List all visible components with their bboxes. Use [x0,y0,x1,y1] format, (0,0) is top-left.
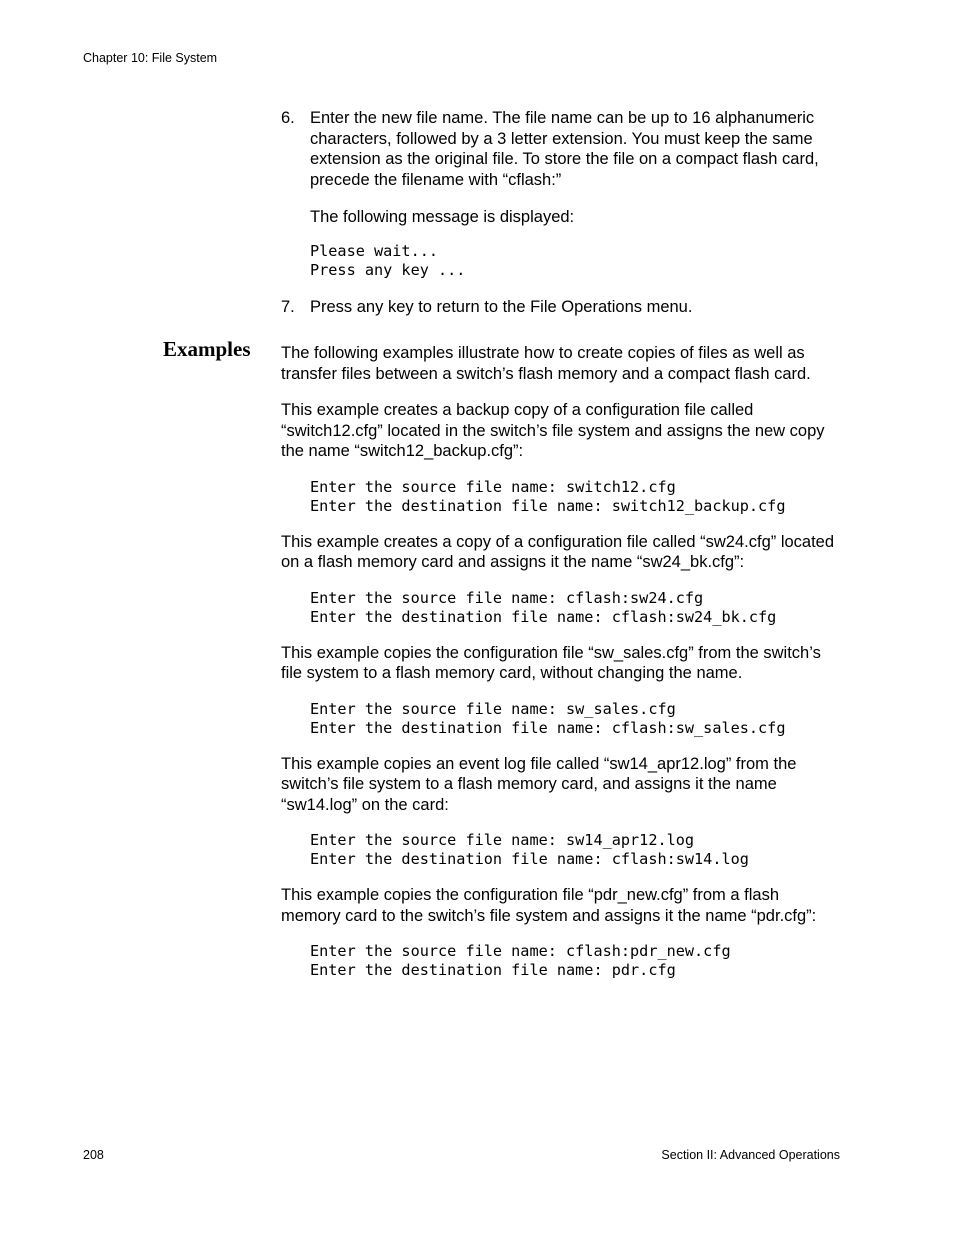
page-number: 208 [83,1148,104,1162]
example-code-block [281,831,841,869]
code-line: Enter the destination file name: switch12_backup.cfg [310,496,786,515]
example-code-block [281,589,841,627]
code-line: Enter the destination file name: cflash:sw14.log [310,850,749,868]
step-number: 7. [281,297,295,316]
code-line: Enter the source file name: switch12.cfg [310,477,676,496]
message-code-block [281,242,841,280]
code-line: Enter the destination file name: cflash:sw24_bk.cfg [310,607,777,626]
example-description: This example copies the configuration file “sw_sales.cfg” from the switch’s file system to a flash memory card, without changing the name. [281,643,821,682]
code-line: Please wait... [310,241,439,260]
step-text: Press any key to return to the File Operations menu. [310,297,693,316]
example-code-block [281,700,841,738]
step-6 [281,108,841,190]
code-line: Enter the source file name: cflash:pdr_new.cfg [310,942,731,960]
step-7 [281,297,841,318]
step-number: 6. [281,109,295,127]
example-description: This example creates a copy of a configuration file called “sw24.cfg” located on a flash memory card and assigns it the name “sw24_bk.cfg”: [281,532,835,571]
running-footer: Section II: Advanced Operations [661,1148,840,1162]
code-line: Press any key ... [310,260,466,279]
code-line: Enter the destination file name: cflash:sw_sales.cfg [310,718,786,737]
main-content [281,108,841,980]
example-description: This example creates a backup copy of a configuration file called “switch12.cfg” located in the switch’s file system and assigns the new copy the name “switch12_backup.cfg”: [281,401,825,460]
code-line: Enter the source file name: sw_sales.cfg [310,699,676,718]
running-header: Chapter 10: File System [83,51,218,65]
section-heading: Examples [163,337,251,361]
code-line: Enter the source file name: cflash:sw24.cfg [310,588,704,607]
example-description: This example copies an event log file called “sw14_apr12.log” from the switch’s file system to a flash memory card, and assigns it the name “sw14.log” on the card: [281,754,797,814]
examples-intro: The following examples illustrate how to create copies of files as well as transfer files between a switch’s flash memory and a compact flash card. [281,344,811,383]
message-intro: The following message is displayed: [310,208,575,226]
code-line: Enter the destination file name: pdr.cfg [310,961,676,979]
code-line: Enter the source file name: sw14_apr12.log [310,831,695,849]
example-code-block [281,942,841,980]
example-code-block [281,478,841,516]
example-description: This example copies the configuration file “pdr_new.cfg” from a flash memory card to the switch’s file system and assigns it the name “pdr.cfg”: [281,886,817,925]
step-text: Enter the new file name. The file name can be up to 16 alphanumeric characters, followed by a 3 letter extension. You must keep the same extension as the original file. To store the file on a compact flash card, precede the filename with “cflash:” [310,109,819,189]
